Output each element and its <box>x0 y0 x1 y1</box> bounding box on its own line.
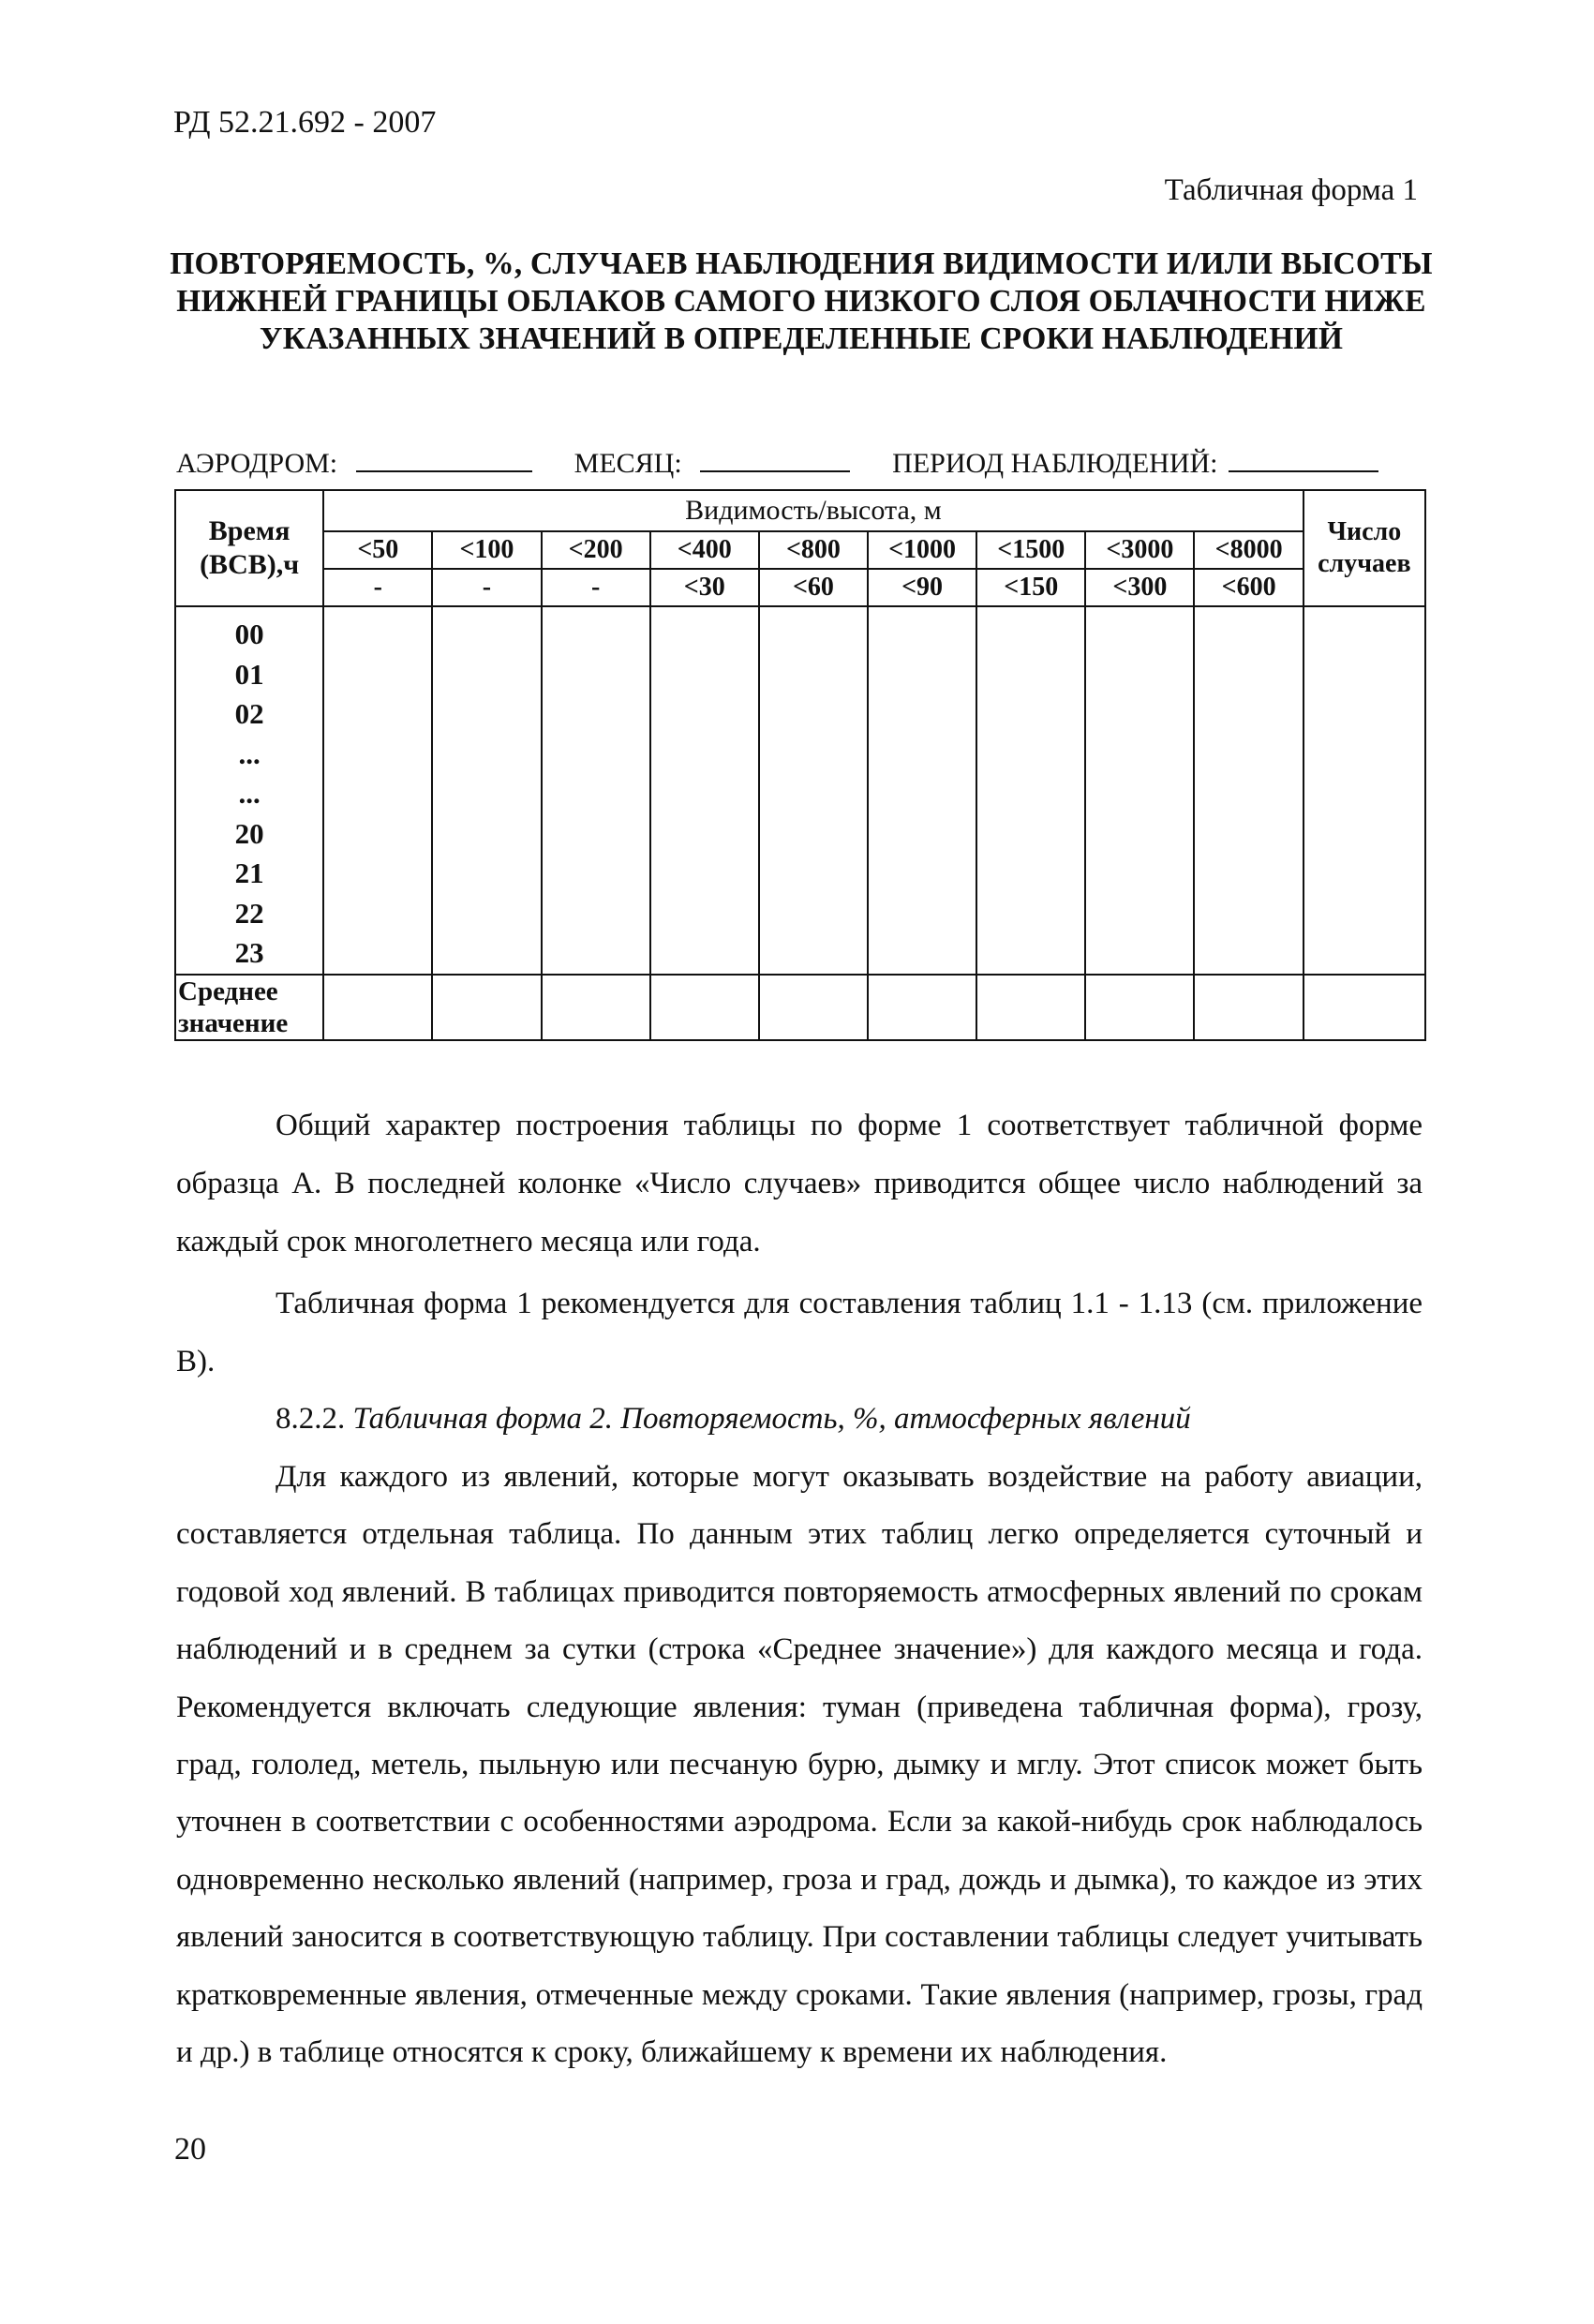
time-label: ... <box>238 737 261 770</box>
visibility-cell: <8000 <box>1194 531 1303 569</box>
data-cell <box>868 975 976 1040</box>
height-cell: <60 <box>759 569 868 606</box>
month-label: МЕСЯЦ: <box>574 448 682 479</box>
height-cell: <600 <box>1194 569 1303 606</box>
height-cell: <90 <box>868 569 976 606</box>
height-cell: - <box>432 569 541 606</box>
document-code: РД 52.21.692 - 2007 <box>173 105 437 140</box>
data-cell <box>976 606 1085 975</box>
visibility-cell: <3000 <box>1085 531 1194 569</box>
aerodrome-label: АЭРОДРОМ: <box>176 448 338 479</box>
time-label: 20 <box>234 816 264 850</box>
visibility-cell: <1000 <box>868 531 976 569</box>
aerodrome-blank <box>356 446 532 472</box>
observation-table <box>174 489 1426 1041</box>
visibility-cell: <100 <box>432 531 541 569</box>
period-label: ПЕРИОД НАБЛЮДЕНИЙ: <box>892 448 1218 479</box>
time-label: ... <box>238 777 261 810</box>
data-cell <box>323 606 432 975</box>
height-cell: - <box>323 569 432 606</box>
page-title: ПОВТОРЯЕМОСТЬ, %, СЛУЧАЕВ НАБЛЮДЕНИЯ ВИДИМОСТИ И/ИЛИ ВЫСОТЫ НИЖНЕЙ ГРАНИЦЫ ОБЛАКОВ САМОГО НИЗКОГО СЛОЯ ОБЛАЧНОСТИ НИЖЕ УКАЗАННЫХ ЗНАЧЕНИЙ В ОПРЕДЕЛЕННЫЕ СРОКИ НАБЛЮДЕНИЙ <box>170 246 1433 356</box>
time-label: 23 <box>234 936 264 969</box>
count-header: Число случаев <box>1304 490 1425 606</box>
data-cell <box>759 606 868 975</box>
period-blank <box>1229 446 1378 472</box>
data-cell <box>650 975 759 1040</box>
data-cell <box>1085 606 1194 975</box>
height-cell: <300 <box>1085 569 1194 606</box>
data-cell <box>650 606 759 975</box>
data-cell <box>1194 606 1303 975</box>
visibility-cell: <800 <box>759 531 868 569</box>
section-title: Табличная форма 2. Повторяемость, %, атмосферных явлений <box>352 1402 1191 1436</box>
time-column <box>175 606 323 975</box>
data-cell <box>1304 975 1425 1040</box>
average-label-cell <box>175 975 323 1040</box>
time-label: 22 <box>234 896 264 930</box>
form-label: Табличная форма 1 <box>1164 173 1418 207</box>
page-number: 20 <box>174 2132 206 2167</box>
height-cell: <150 <box>976 569 1085 606</box>
form-fields <box>176 446 1378 480</box>
time-label: 00 <box>234 618 264 650</box>
section-number: 8.2.2. <box>276 1402 346 1436</box>
time-header: Время (ВСВ),ч <box>175 490 323 606</box>
data-cell <box>976 975 1085 1040</box>
data-cell <box>432 606 541 975</box>
section-heading-8-2-2 <box>176 1390 1423 1448</box>
data-cell <box>323 975 432 1040</box>
paragraph-form1-structure: Общий характер построения таблицы по форме 1 соответствует табличной форме образца А. В последней колонке «Число случаев» приводится общее число наблюдений за каждый срок многолетнего месяца или года. <box>176 1109 1423 1259</box>
time-label: 21 <box>234 857 264 889</box>
month-blank <box>700 446 850 472</box>
visibility-cell: <200 <box>542 531 650 569</box>
average-label: Среднее значение <box>178 976 289 1038</box>
height-cell: - <box>542 569 650 606</box>
visibility-cell: <400 <box>650 531 759 569</box>
paragraph-phenomena: Для каждого из явлений, которые могут оказывать воздействие на работу авиации, составляется отдельная таблица. По данным этих таблиц легко определяется суточный и годовой ход явлений. В таблицах приводится повторяемость атмосферных явлений по срокам наблюдений и в среднем за сутки (строка «Среднее значение») для каждого месяца и года. Рекомендуется включать следующие явления: туман (приведена табличная форма), грозу, град, гололед, метель, пыльную или песчаную бурю, дымку и мглу. Этот список может быть уточнен в соответствии с особенностями аэродрома. Если за какой-нибудь срок наблюдалось одновременно несколько явлений (например, гроза и град, дождь и дымка), то каждое из этих явлений заносится в соответствующую таблицу. При составлении таблицы следует учитывать кратковременные явления, отмеченные между сроками. Такие явления (например, грозы, град и др.) в таблице относятся к сроку, ближайшему к времени их наблюдения. <box>176 1460 1423 2070</box>
data-cell <box>432 975 541 1040</box>
time-label: 01 <box>234 657 264 691</box>
data-cell <box>1194 975 1303 1040</box>
data-cell <box>542 606 650 975</box>
data-cell <box>1085 975 1194 1040</box>
data-cell <box>759 975 868 1040</box>
data-cell <box>868 606 976 975</box>
visibility-cell: <50 <box>323 531 432 569</box>
visibility-cell: <1500 <box>976 531 1085 569</box>
paragraph-form1-usage: Табличная форма 1 рекомендуется для составления таблиц 1.1 - 1.13 (см. приложение В). <box>176 1287 1423 1378</box>
data-cell <box>542 975 650 1040</box>
data-cell <box>1304 606 1425 975</box>
visibility-height-header: Видимость/высота, м <box>323 490 1304 531</box>
time-label: 02 <box>234 697 264 730</box>
height-cell: <30 <box>650 569 759 606</box>
